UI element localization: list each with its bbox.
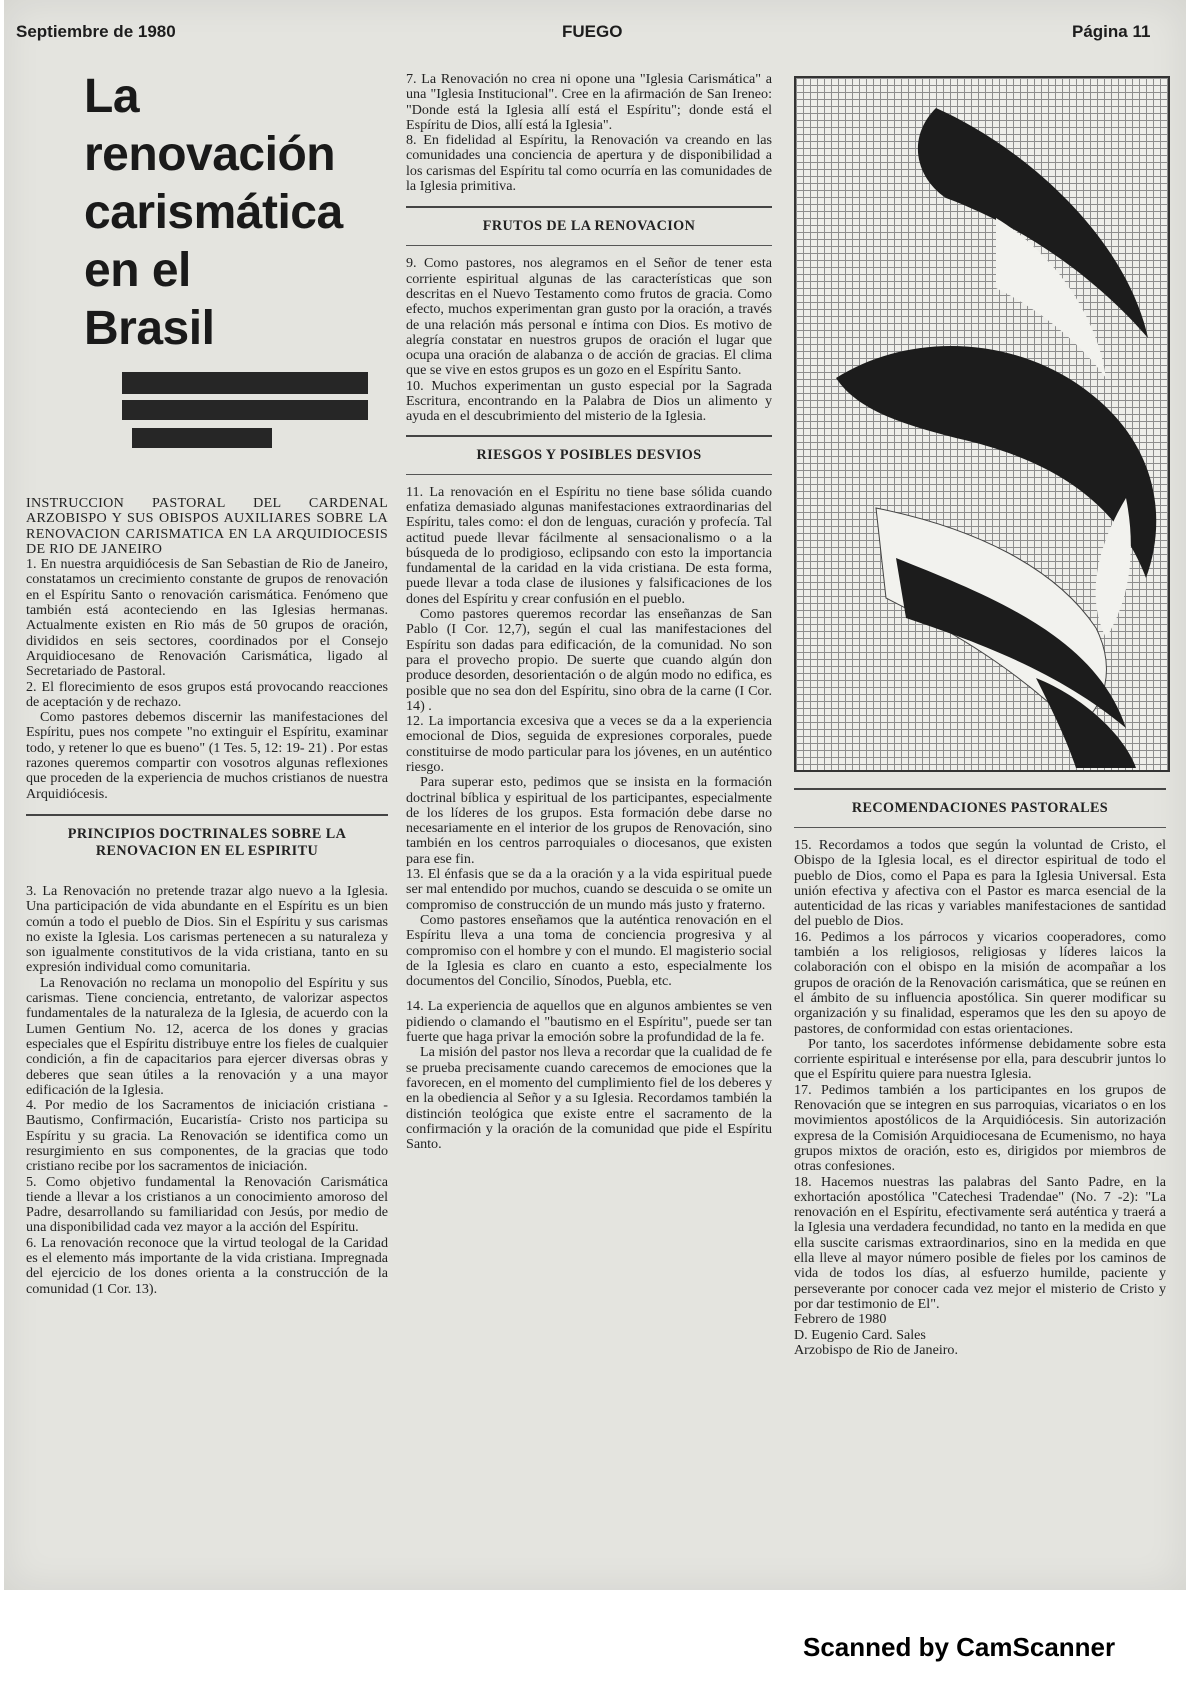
title-line: renovación: [84, 128, 336, 181]
paragraph: Como pastores debemos discernir las manifestaciones del Espíritu, pues nos compete "no extinguir el Espíritu, examinar todo, y retener lo que es bueno" (1 Tes. 5, 12: 19- 21) . Por estas razones queremos compartir con vosotros algunas reflexiones que proceden de la experiencia de muchos cristianos de nuestra Arquidiócesis.: [26, 709, 388, 802]
paragraph: 3. La Renovación no pretende trazar algo nuevo a la Iglesia. Una participación de vida abundante en el Espíritu es un bien común a todo el pueblo de Dios. Sin el Espíritu y sus carismas no existe la Iglesia. Los carismas pertenecen a su naturaleza y son igualmente constitutivos de la vida cristiana, tanto en su expresión individual como comunitaria.: [26, 882, 388, 976]
paragraph: Para superar esto, pedimos que se insista en la formación doctrinal bíblica y espiritual de los participantes, especialmente de los líderes de los grupos. Esta formación debe darse no necesariamente en el interior de los grupos de Renovación, sino también en los centros parroquiales o diocesanos, que existen para ese fin.: [406, 774, 772, 867]
article-title: [84, 68, 404, 358]
decorative-bar: [122, 400, 368, 420]
page-number: Página 11: [1072, 22, 1151, 41]
decorative-bar: [132, 428, 272, 448]
paragraph: 9. Como pastores, nos alegramos en el Señor de tener esta corriente espiritual algunas de las características que son descritas en el Nuevo Testamento como frutos de gracia. Como efecto, muchos experimentan gran gusto por la oración, a través de una relación más personal e íntima con Dios. Es motivo de alegría constatar en nuestros grupos de oración el lugar que ocupa una oración de alabanza o de acción de gracias. El clima que se vive en estos grupos es un gozo en el Espíritu Santo.: [406, 255, 772, 379]
paragraph: 13. El énfasis que se da a la oración y a la vida espiritual puede ser mal entendido por muchos, cuando se descuida o se omite un compromiso de construcción de un mundo más justo y fraterno.: [406, 866, 772, 913]
title-line: carismática: [84, 186, 343, 239]
section-heading-principios: PRINCIPIOS DOCTRINALES SOBRE LA RENOVACION EN EL ESPIRITU: [26, 814, 388, 870]
section-heading-frutos: FRUTOS DE LA RENOVACION: [406, 206, 772, 246]
paragraph: 15. Recordamos a todos que según la voluntad de Cristo, el Obispo de la Iglesia local, es el director espiritual de todo el pueblo de Dios, como el Papa es para la Iglesia Universal. Esta unión efectiva y afectiva con el Pastor es marca esencial de la autenticidad de las ricas y variables manifestaciones de santidad del pueblo de Dios.: [794, 837, 1166, 930]
paragraph: La Renovación no reclama un monopolio del Espíritu y sus carismas. Tiene conciencia, entretanto, de valorizar aspectos fundamentales de la naturaleza de la Iglesia, de acuerdo con la Lumen Gentium No. 12, acerca de los dones y gracias especiales que el Espíritu distribuye entre los fieles de cualquier condición, a fin de capacitarios para ejercer diversas obras y deberes que sean útiles a la renovación y a una mayor edificación de la Iglesia.: [26, 974, 388, 1098]
paragraph: 10. Muchos experimentan un gusto especial por la Sagrada Escritura, encontrando en la Palabra de Dios un alimento y ayuda en el descubrimiento del misterio de la Iglesia.: [406, 377, 772, 425]
paragraph: Por tanto, los sacerdotes infórmense debidamente sobre esta corriente espiritual e interésense por ella, para descubrir juntos lo que el Espíritu quiere para nuestra Iglesia.: [794, 1035, 1166, 1083]
paragraph: 8. En fidelidad al Espíritu, la Renovación va creando en las comunidades una conciencia de apertura y de disponibilidad a los carismas del Espíritu tal como ocurría en las comunidades de la Iglesia primitiva.: [406, 132, 772, 195]
title-line: Brasil: [84, 302, 215, 355]
decorative-bar: [122, 372, 368, 394]
column-2: [406, 72, 772, 1152]
signature-date: Febrero de 1980: [794, 1311, 887, 1328]
paragraph: 6. La renovación reconoce que la virtud teologal de la Caridad es el elemento más importante de la vida cristiana. Impregnada del ejercicio de los dones orienta a la construcción de la comunidad (1 Cor. 13).: [26, 1234, 388, 1297]
newspaper-page: [4, 0, 1186, 1590]
dove-icon: [796, 78, 1168, 770]
paragraph: La misión del pastor nos lleva a recordar que la cualidad de fe se prueba precisamente cuando carecemos de emociones que la favorecen, en el momento del cumplimiento fiel de los deberes y en la obediencia al Señor y a su Iglesia. Recordamos también la distinción teológica que existe entre el sacramento de la confirmación y la oración de la comunidad que pide el Espíritu Santo.: [406, 1044, 772, 1153]
signature-title: Arzobispo de Rio de Janeiro.: [794, 1341, 958, 1358]
section-heading-recomendaciones: RECOMENDACIONES PASTORALES: [794, 788, 1166, 828]
paragraph: 14. La experiencia de aquellos que en algunos ambientes se ven pidiendo o clamando el "bautismo en el Espíritu", puede ser tan fuerte que haga privar la emoción sobre la profundidad de la fe.: [406, 998, 772, 1046]
title-line: en el: [84, 244, 191, 297]
newspaper-name: FUEGO: [562, 22, 623, 41]
paragraph: 5. Como objetivo fundamental la Renovación Carismática tiende a llevar a los cristianos a un conocimiento amoroso del Padre, desarrollando su familiaridad con Jesús, por medio de una disponibilidad cada vez mayor a la acción del Espíritu.: [26, 1173, 388, 1236]
paragraph: 1. En nuestra arquidiócesis de San Sebastian de Rio de Janeiro, constatamos un crecimiento constante de grupos de renovación en el Espíritu Santo o renovación carismática. Fenómeno que también está aconteciendo en las Iglesias hermanas. Actualmente existen en Rio más de 50 grupos de oración, divididos en seis sectores, coordinados por el Consejo Arquidiocesano de Renovación Carismática, ligado al Secretariado de Pastoral.: [26, 556, 388, 680]
issue-date: Septiembre de 1980: [16, 22, 176, 41]
paragraph: 2. El florecimiento de esos grupos está provocando reacciones de aceptación y de rechazo.: [26, 678, 388, 710]
column-3: [794, 788, 1166, 1358]
holy-spirit-dove-illustration: [794, 76, 1170, 772]
paragraph: 18. Hacemos nuestras las palabras del Santo Padre, en la exhortación apostólica "Catechesi Tradendae" (No. 7 -2): "La renovación en el Espíritu, efectivamente será auténtica y traerá a la Iglesia una verdadera fecundidad, no tanto en la medida en que ella suscite carismas extraordinarios, sino en la medida en que ella lleve al mayor número posible de fieles por los caminos de vida de todos los días, al esfuerzo humilde, paciente y perseverante por conocer cada vez mejor el misterio de Cristo y por dar testimonio de El".: [794, 1173, 1166, 1312]
title-line: La: [84, 70, 140, 123]
scanner-watermark: Scanned by CamScanner: [803, 1632, 1116, 1662]
paragraph: Como pastores queremos recordar las enseñanzas de San Pablo (I Cor. 12,7), según el cual las manifestaciones del Espíritu son dadas para edificación, de la comunidad. No son para el provecho propio. De suerte que cuando algún don produce desorden, desorientación o de algún modo no edifica, es posible que no sea don del Espíritu, sino obra de la carne (I Cor. 14) .: [406, 606, 772, 714]
paragraph: 16. Pedimos a los párrocos y vicarios cooperadores, como también a los religiosos, religiosas y líderes laicos la colaboración con el obispo en la misión de acompañar a los grupos de oración de la Renovación carismática, que se reúnen en el ámbito de su influencia apostólica. Sin querer modificar su organización y su finalidad, esperamos que les den su apoyo de pastores, de conformidad con estas orientaciones.: [794, 928, 1166, 1037]
paragraph: 11. La renovación en el Espíritu no tiene base sólida cuando enfatiza demasiado algunas manifestaciones extraordinarias del Espíritu, tales como: el don de lenguas, curación y profecía. Tal actitud puede llevar fácilmente al sensacionalismo o a la búsqueda de lo prodigioso, eclipsando con esto la importancia fundamental de la caridad en la vida cristiana. De esta forma, puede llevar a toda clase de ilusiones y falsificaciones de los dones del Espíritu y crear confusión en el pueblo.: [406, 483, 772, 607]
intro-heading: INSTRUCCION PASTORAL DEL CARDENAL ARZOBISPO Y SUS OBISPOS AUXILIARES SOBRE LA RENOVACION CARISMATICA EN LA ARQUIDIOCESIS DE RIO DE JANEIRO: [26, 495, 388, 557]
signature-name: D. Eugenio Card. Sales: [794, 1326, 926, 1343]
paragraph: 12. La importancia excesiva que a veces se da a la experiencia emocional de Dios, seguida de expresiones corporales, puede constituirse de modo particular para los jóvenes, en un auténtico riesgo.: [406, 713, 772, 775]
section-heading-riesgos: RIESGOS Y POSIBLES DESVIOS: [406, 435, 772, 475]
column-1: [26, 496, 388, 1297]
paragraph: Como pastores enseñamos que la auténtica renovación en el Espíritu lleva a una toma de conciencia progresiva y al compromiso con el hombre y con el mundo. El magisterio social de la Iglesia es claro en cuanto a esto, especialmente los documentos del Concilio, Sínodos, Puebla, etc.: [406, 911, 772, 990]
paragraph: 4. Por medio de los Sacramentos de iniciación cristiana - Bautismo, Confirmación, Eucaristía- Cristo nos participa su Espíritu y su gracia. La Renovación se identifica como un resurgimiento en sus componentes, de la gracias que todo cristiano recibe por los sacramentos de iniciación.: [26, 1097, 388, 1175]
paragraph: 7. La Renovación no crea ni opone una "Iglesia Carismática" a una "Iglesia Institucional". Cree en la afirmación de San Ireneo: "Donde está la Iglesia allí está el Espíritu"; donde está el Espíritu de Dios, allí está la Iglesia".: [406, 71, 772, 133]
paragraph: 17. Pedimos también a los participantes en los grupos de Renovación que se integren en sus parroquias, vicariatos o en los movimientos apostólicos de la Arquidiócesis. Sin autorización expresa de la Comisión Arquidiocesana de Ecumenismo, no haya grupos mixtos de oración, esto es, dirigidos por miembros de otras confesiones.: [794, 1081, 1166, 1175]
